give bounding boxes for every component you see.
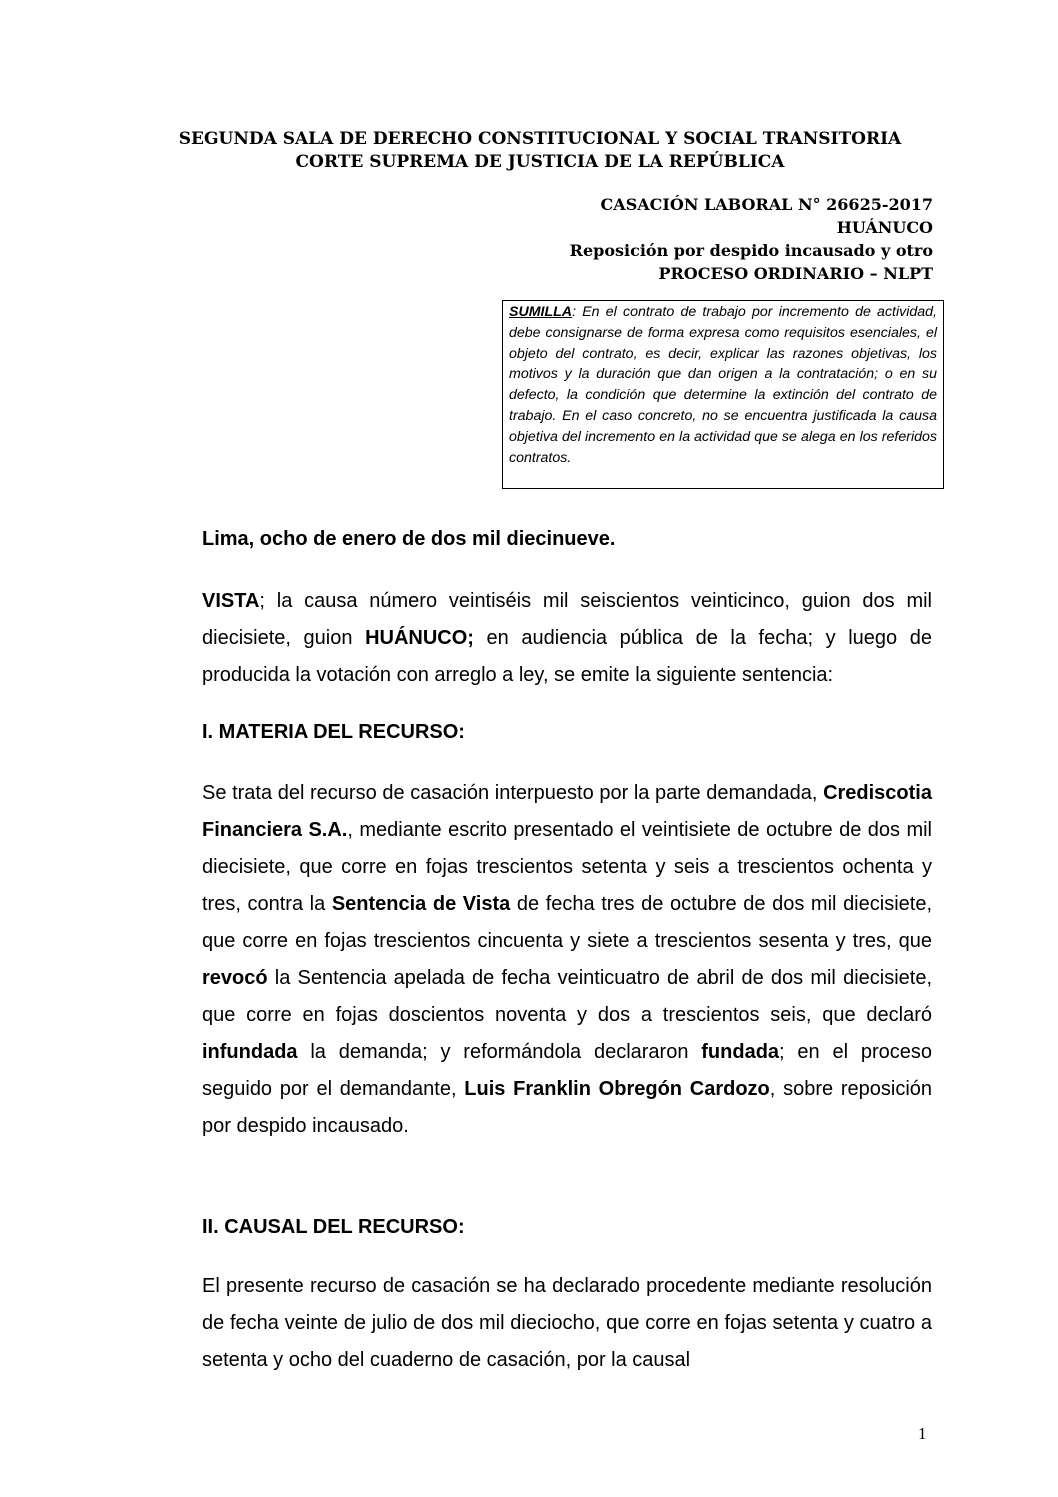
sumilla-label: SUMILLA [509, 304, 573, 320]
s1-text-6: ; en el proceso seguido por el demandante, [202, 1041, 932, 1100]
s1-text-5: la demanda; y reformándola declararon [297, 1041, 702, 1063]
s1-infundada: infundada [202, 1041, 298, 1063]
s1-plaintiff: Luis Franklin Obregón Cardozo [464, 1078, 770, 1100]
sumilla-text: : En el contrato de trabajo por incremento de actividad, debe consignarse de forma expresa como requisitos esenciales, el objeto del contrato, es decir, explicar las razones objetivas, los motivos y la duración que dan origen a la contratación; o en su defecto, la condición que determine la extinción del contrato de trabajo. En el caso concreto, no se encuentra justificada la causa objetiva del incremento en la actividad que se alega en los referidos contratos. [509, 304, 937, 466]
page-number: 1 [918, 1424, 927, 1443]
case-process: PROCESO ORDINARIO – NLPT [658, 264, 933, 283]
section2-paragraph: El presente recurso de casación se ha declarado procedente mediante resolución de fecha veinte de julio de dos mil dieciocho, que corre en fojas setenta y cuatro a setenta y ocho del cuaderno de casación, por la causal [202, 1275, 932, 1371]
case-number: CASACIÓN LABORAL N° 26625-2017 [600, 195, 933, 214]
sumilla-box [502, 300, 944, 489]
court-name-line1: SEGUNDA SALA DE DERECHO CONSTITUCIONAL Y SOCIAL TRANSITORIA [178, 129, 902, 149]
vista-text-2: en audiencia pública de la fecha; y luego de producida la votación con arreglo a ley, se emite la siguiente sentencia: [202, 627, 932, 686]
section2-heading: II. CAUSAL DEL RECURSO: [202, 1216, 465, 1238]
section1-paragraph [202, 775, 932, 1145]
s1-text-1: Se trata del recurso de casación interpuesto por la parte demandada, [202, 782, 824, 804]
vista-label: VISTA [202, 590, 260, 612]
vista-location: HUÁNUCO; [365, 627, 474, 649]
s1-text-3: de fecha tres de octubre de dos mil diecisiete, que corre en fojas trescientos cincuenta y siete a trescientos sesenta y tres, que [202, 893, 932, 952]
s1-revoco: revocó [202, 967, 268, 989]
case-matter: Reposición por despido incausado y otro [569, 241, 933, 260]
vista-paragraph [202, 583, 932, 694]
s1-text-4: la Sentencia apelada de fecha veinticuatro de abril de dos mil diecisiete, que corre en fojas doscientos noventa y dos a trescientos seis, que declaró [202, 967, 932, 1026]
vista-text-1: ; la causa número veintiséis mil seiscientos veinticinco, guion dos mil diecisiete, guion [202, 590, 932, 649]
s1-text-7: , sobre reposición por despido incausado. [202, 1078, 933, 1137]
s1-sentencia-vista: Sentencia de Vista [331, 893, 511, 915]
court-name-line2: CORTE SUPREMA DE JUSTICIA DE LA REPÚBLICA [295, 152, 785, 172]
s1-defendant: Crediscotia Financiera S.A. [202, 782, 932, 841]
date-line: Lima, ocho de enero de dos mil diecinueve. [202, 528, 616, 550]
s1-text-2: , mediante escrito presentado el veintisiete de octubre de dos mil diecisiete, que corre en fojas trescientos setenta y seis a trescientos ochenta y tres, contra la [202, 819, 932, 915]
case-location: HUÁNUCO [836, 218, 933, 237]
s1-fundada: fundada [701, 1041, 780, 1063]
section1-heading: I. MATERIA DEL RECURSO: [202, 721, 465, 743]
